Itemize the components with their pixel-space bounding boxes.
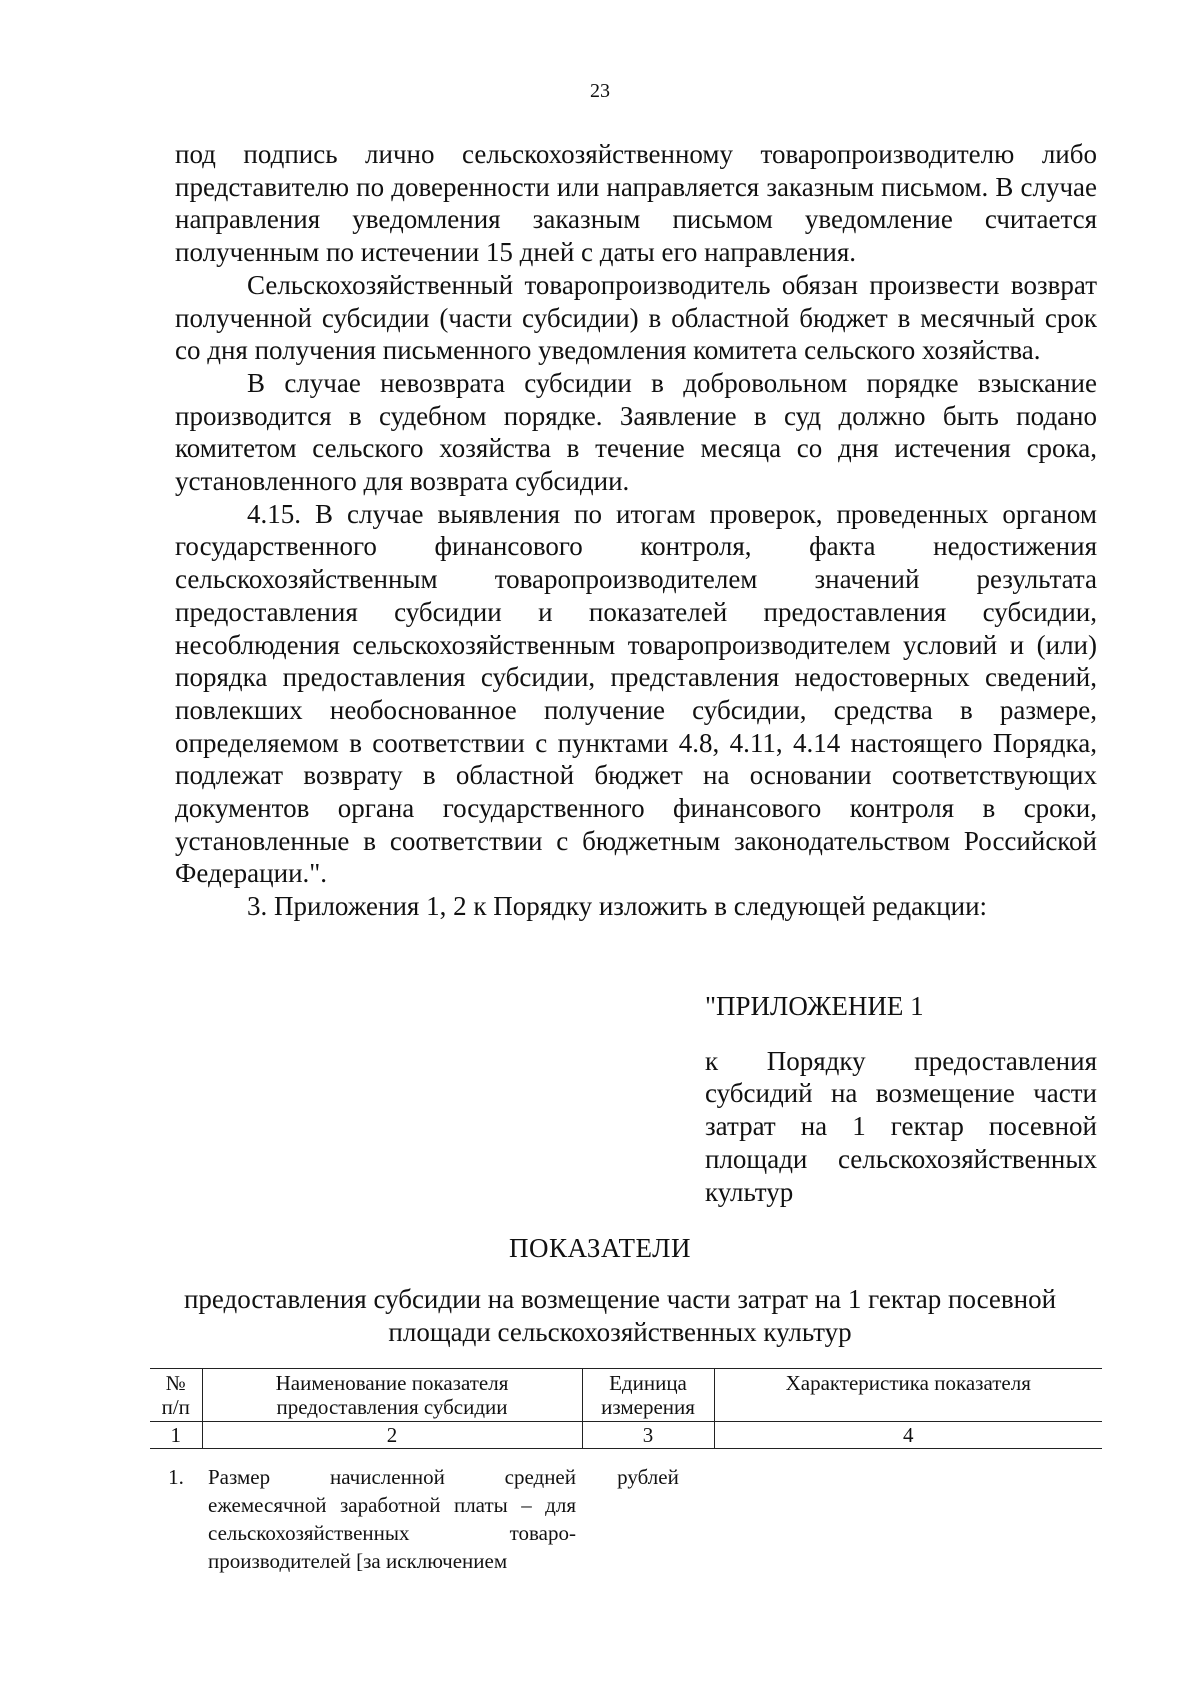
- column-number: 4: [714, 1422, 1102, 1449]
- header-unit: Единица измерения: [582, 1369, 714, 1422]
- table-row: [150, 1461, 1102, 1577]
- row-unit: рублей: [617, 1465, 679, 1489]
- paragraph-item-3: 3. Приложения 1, 2 к Порядку изложить в следующей редакции:: [247, 891, 988, 922]
- column-number: 1: [150, 1422, 202, 1449]
- appendix-header: [705, 990, 1097, 1208]
- indicators-table: [150, 1368, 1102, 1577]
- header-num: № п/п: [150, 1369, 202, 1422]
- indicators-table-container: [150, 1368, 1102, 1577]
- appendix-title: "ПРИЛОЖЕНИЕ 1: [705, 991, 924, 1021]
- row-characteristic: [714, 1461, 1102, 1577]
- document-body: [175, 138, 1097, 923]
- column-number: 3: [582, 1422, 714, 1449]
- column-number: 2: [202, 1422, 582, 1449]
- column-number-row: [150, 1422, 1102, 1449]
- appendix-description: к Порядку предоставления субсидий на возмещение части затрат на 1 гектар посевной площади сельскохозяйственных культур: [705, 1045, 1097, 1207]
- row-number: 1.: [168, 1465, 184, 1489]
- subtitle-line: площади сельскохозяйственных культур: [388, 1316, 852, 1347]
- paragraph: В случае невозврата субсидии в добровольном порядке взыскание производится в судебном порядке. Заявление в суд должно быть подано комитетом сельского хозяйства в течение месяца со дня истечения срока, установленного для возврата субсидии.: [175, 367, 1097, 497]
- paragraph: Сельскохозяйственный товаропроизводитель обязан произвести возврат полученной субсидии (части субсидии) в областной бюджет в месячный срок со дня получения письменного уведомления комитета сельского хозяйства.: [175, 269, 1097, 366]
- paragraph-clause-4-15: 4.15. В случае выявления по итогам проверок, проведенных органом государственного финансового контроля, факта недостижения сельскохозяйственным товаропроизводителем значений результата предоставления субсидии и показателей предоставления субсидии, несоблюдения сельскохозяйственным товаропроизводителем условий и (или) порядка предоставления субсидии, представления недостоверных сведений, повлекших необоснованное получение субсидии, средства в размере, определяемом в соответствии с пунктами 4.8, 4.11, 4.14 настоящего Порядка, подлежат возврату в областной бюджет на основании соответствующих документов органа государственного финансового контроля в сроки, установленные в соответствии с бюджетным законодательством Российской Федерации.".: [175, 498, 1097, 889]
- indicators-heading: ПОКАЗАТЕЛИ: [509, 1233, 691, 1263]
- paragraph: под подпись лично сельскохозяйственному товаропроизводителю либо представителю по доверенности или направляется заказным письмом. В случае направления уведомления заказным письмом уведомление считается полученным по истечении 15 дней с даты его направления.: [175, 139, 1097, 268]
- subtitle-line: предоставления субсидии на возмещение части затрат на 1 гектар посевной: [183, 1284, 1057, 1314]
- row-indicator-name: Размер начисленной средней ежемесячной заработной платы – для сельскохозяйственных товаро-производителей [за исключением: [208, 1465, 576, 1573]
- page-number: 23: [590, 80, 610, 102]
- table-header-row: [150, 1369, 1102, 1422]
- header-characteristic: Характеристика показателя: [714, 1369, 1102, 1422]
- header-name: Наименование показателя предоставления субсидии: [202, 1369, 582, 1422]
- indicators-subtitle: [150, 1283, 1090, 1348]
- table-spacer: [150, 1449, 1102, 1462]
